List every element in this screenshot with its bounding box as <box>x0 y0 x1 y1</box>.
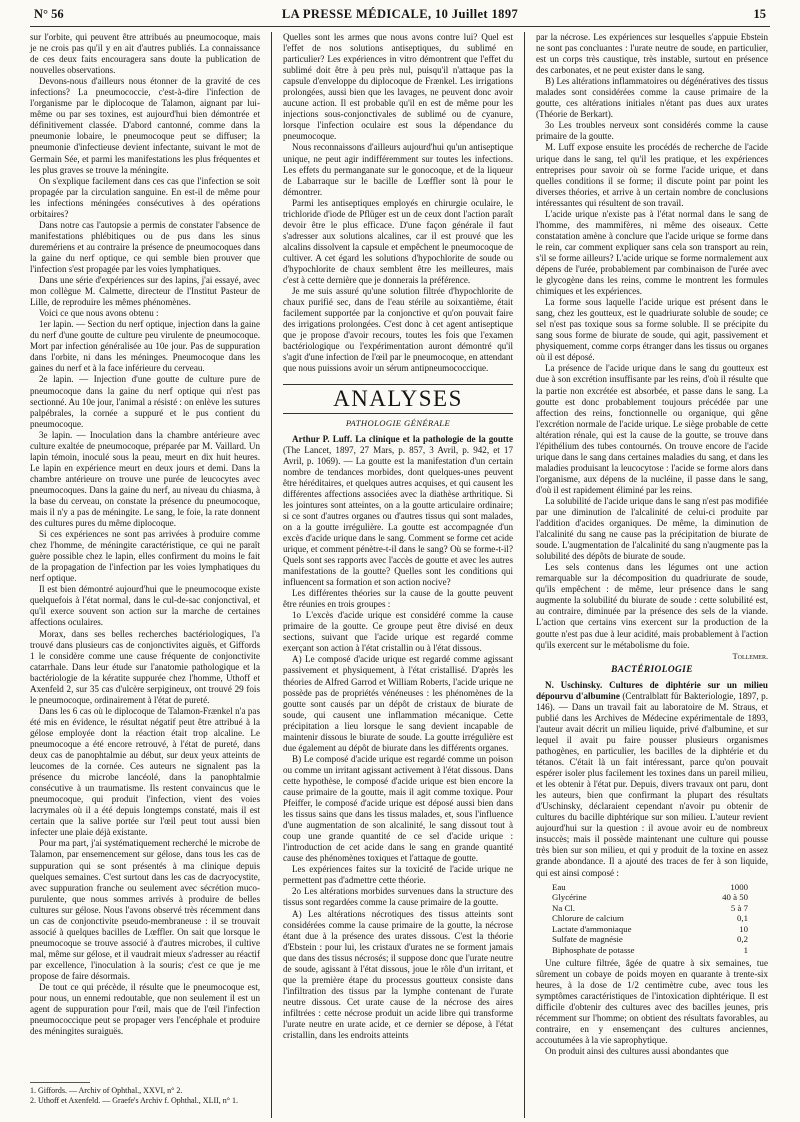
table-row: Chlorure de calcium 0,1 <box>552 913 748 924</box>
journal-title-date: LA PRESSE MÉDICALE, 10 Juillet 1897 <box>281 7 519 21</box>
page-number: 15 <box>753 7 766 21</box>
review-author: Arthur P. Luff. <box>292 433 353 444</box>
table-row: Sulfate de magnésie 0,2 <box>552 934 748 945</box>
column-rule-2 <box>524 32 525 1118</box>
paragraph: Les expériences faites sur la toxicité de l'acide urique ne permettent pas d'admettre cette théorie. <box>283 864 513 886</box>
paragraph: Parmi les antiseptiques employés en chirurgie oculaire, le trichloride d'iode de Pflüger est un de ceux dont l'action paraît devoir être le plus efficace. D'une façon générale il faut s'adresser aux solutions alcalines, car il est prouvé que les alcalins dissolvent la capsule et empêchent le pneumocoque de cultiver. A cet égard les solutions d'hypochlorite de soude ou d'hypochlorite de chaux semblent être les meilleures, mais c'est à cette dernière que je donnerais la préférence. <box>283 197 513 286</box>
paragraph: 3o Les troubles nerveux sont considérés comme la cause primaire de la goutte. <box>536 120 768 142</box>
header-rule <box>30 26 770 27</box>
paragraph: par la nécrose. Les expériences sur lesquelles s'appuie Ebstein ne sont pas concluantes : l'urate neutre de soude, en particulier, est un corps très caustique, très instable, surtout en présence des carbonates, et ne peut exister dans le sang. <box>536 32 768 76</box>
paragraph: La solubilité de l'acide urique dans le sang n'est pas modifiée par une diminution de l'alcalinité de celui-ci produite par l'addition d'acides organiques. De même, la diminution de l'alcalinité du sang ne cause pas la précipitation de biurate de soude. L'augmentation de l'alcalinité du sang n'augmente pas la solubilité des dépôts de biurate de soude. <box>536 495 768 562</box>
review-author: N. Uschinsky. <box>545 679 603 690</box>
issue-number: N° 56 <box>34 7 64 21</box>
table-row: Na Cl. 5 à 7 <box>552 902 748 913</box>
culture-medium-table <box>536 882 768 956</box>
paragraph: B) Les altérations inflammatoires ou dégénératives des tissus malades sont considérées comme la cause primaire de la goutte, ces altérations initiales n'étant pas dues aux urates (Théorie de Berkart). <box>536 76 768 120</box>
paragraph: De tout ce qui précède, il résulte que le pneumocoque est, pour nous, un ennemi redoutable, que non seulement il est un agent de suppuration pour l'œil, mais que de l'œil l'infection pneumococcique peut se propager vers l'encéphale et produire des méningites suraiguës. <box>30 982 260 1037</box>
paragraph: Dans notre cas l'autopsie a permis de constater l'absence de manifestations phlébitiques ou de pus dans les sinus duremériens et au contraire la présence de pneumocoques dans la gaine du nerf optique, ce qui semble bien prouver que l'infection s'est propagée par les voies lymphatiques. <box>30 219 260 274</box>
paragraph: M. Luff expose ensuite les procédés de recherche de l'acide urique dans le sang, tel qu'il les pratique, et les expériences entreprises pour savoir où se forme l'acide urique, et dans quelles conditions il se forme; il discute point par point les diverses théories, et arrive à un certain nombre de conclusions intéressantes qui résultent de son travail. <box>536 142 768 208</box>
paragraph: La forme sous laquelle l'acide urique est présent dans le sang, chez les goutteux, est le quadriurate soluble de soude; ce sel n'est pas toxique sous sa forme soluble. Il se précipite du sang sous forme de biurate de soude, qui agit, passivement et physiquement, comme corps étranger dans les tissus ou organes où il est déposé. <box>536 297 768 363</box>
paragraph: Les différentes théories sur la cause de la goutte peuvent être réunies en trois groupes : <box>283 588 513 610</box>
paragraph: Je me suis assuré qu'une solution filtrée d'hypochlorite de chaux purifié sec, dans de l'eau stérile au soixantième, était facilement supportée par la conjonctive et qu'on pouvait faire des irrigations prolongées. C'est donc à cet agent antiseptique que je propose d'avoir recours, toutes les fois que l'examen bactériologique ou l'expérimentation auront démontré qu'il s'agit d'une infection de l'œil par le pneumocoque, en attendant que nous puissions avoir un sérum antipneumococcique. <box>283 286 513 374</box>
signature: Tollemer. <box>732 651 768 661</box>
paragraph: B) Le composé d'acide urique est regardé comme un poison ou comme un irritant agissant activement à l'état dissous. Dans cette hypothèse, le composé d'acide urique est bien encore la cause primaire de la goutte, mais il agit comme toxique. Pour Pfeiffer, le composé d'acide urique est déposé aussi bien dans les tissus sains que dans les tissus malades, et, sous l'influence d'une augmentation de son alcalinité, le sang dissout tout à coup une grande quantité de ce sel d'acide urique : l'introduction de cet acide dans le sang en grande quantité cause des phénomènes toxiques et l'attaque de goutte. <box>283 753 513 864</box>
review-citation: (The Lancet, 1897, 27 Mars, p. 857, 3 Avril, p. 942, et 17 Avril, p. 1069). — La goutte est la manifestation d'un certain nombre de tendances morbides, dont quelques-unes peuvent être héréditaires, et quelques autres acquises, et qui causent les différentes affections associées avec la diathèse arthritique. Si les jointures sont atteintes, on a la goutte articulaire ordinaire; si ce sont d'autres organes ou d'autres tissus qui sont malades, on a la goutte irrégulière. La goutte est accompagnée d'un excès d'acide urique dans le sang. Comment se forme cet acide urique, et comment pénètre-t-il dans le sang? Où se forme-t-il? Quels sont ses rapports avec l'accès de goutte et avec les autres manifestations de la goutte? Quelles sont les conditions qui influencent sa formation et son action nocive? <box>283 444 513 588</box>
paragraph: Pour ma part, j'ai systématiquement recherché le microbe de Talamon, par ensemencement sur gélose, dans tous les cas de suppuration qui se sont présentés à ma clinique depuis quelques semaines. C'est surtout dans les cas de dacryocystite, avec suppuration franche ou seulement avec sécrétion muco-purulente, que nous sommes arrivés à produire de belles cultures sur gélose. Nous l'avons observé très récemment dans un cas de conjonctivite pseudo-membraneuse : il se trouvait associé à quelques bacilles de Lœffler. On sait que lorsque le pneumocoque se trouve associé à d'autres microbes, il cultive mal, même sur gélose, et il vaudrait mieux s'adresser au réactif par excellence, l'inoculation à la souris; c'est ce que je me propose de faire désormais. <box>30 838 260 981</box>
paragraph: On s'explique facilement dans ces cas que l'infection se soit propagée par la circulation sanguine. En est-il de même pour les infections méningées consécutives à des opérations orbitaires? <box>30 175 260 219</box>
paragraph: 1er lapin. — Section du nerf optique, injection dans la gaine du nerf d'une goutte de culture peu virulente de pneumocoque. Mort par infection généralisée au 10e jour. Pas de suppuration dans l'orbite, ni dans les méninges. Pneumocoque dans les gaines du nerf et à la face inférieure du cerveau. <box>30 319 260 374</box>
paragraph: Dans les 6 cas où le diplocoque de Talamon-Frænkel n'a pas été mis en évidence, le résultat négatif peut être attribué à la gélose employée dont la réaction était trop alcaline. Le pneumocoque a été encore retrouvé, à l'état de pureté, dans deux cas de panophtalmie au début, sur deux yeux atteints de leucomes de la cornée. Ces auteurs ne signalent pas la présence du microbe lancéolé, dans la panophtalmie consécutive à un traumatisme. Ils restent convaincus que le pneumocoque, qui produit l'infection, vient des voies lacrymales où il a été depuis longtemps constaté, mais il est certain que la salive portée sur l'œil peut tout aussi bien infecter une plaie déjà existante. <box>30 705 260 838</box>
paragraph: Une culture filtrée, âgée de quatre à six semaines, tue sûrement un cobaye de poids moyen en quarante à trente-six heures, à la dose de 1/2 centimètre cube, avec tous les symptômes caractéristiques de l'intoxication diphtérique. Il est difficile d'obtenir des cultures avec des bacilles jeunes, pris récemment sur l'homme; on obtient des résultats favorables, au contraire, en y ensemençant des cultures anciennes, accoutumées à la vie saprophytique. <box>536 958 768 1046</box>
paragraph: Devons-nous d'ailleurs nous étonner de la gravité de ces infections? La pneumococcie, c'est-à-dire l'infection de l'organisme par le diplocoque de Talamon, aignant par lui-même ou par ses toxines, est aujourd'hui bien démontrée et définitivement classée. D'abord cantonné, comme dans la pneumonie lobaire, le pneumocoque peut se diffuser; la pneumonie d'infectieuse devient infectante, suivant le mot de Germain Sée, et parmi les manifestations les plus fréquentes et les plus graves se trouve la méningite. <box>30 76 260 175</box>
paragraph: 2e lapin. — Injection d'une goutte de culture pure de pneumocoque dans la gaine du nerf optique qui n'est pas sectionné. Au 10e jour, l'animal a résisté : on enlève les sutures palpébrales, la cornée a suppuré et le pus contient du pneumocoque. <box>30 374 260 429</box>
paragraph: On produit ainsi des cultures aussi abondantes que <box>545 1046 729 1057</box>
paragraph: Voici ce que nous avons obtenu : <box>39 308 159 319</box>
rubric-bacteriologie: BACTÉRIOLOGIE <box>611 664 693 675</box>
footnote: 1. Giffords. — Archiv of Ophthal., XXVI, n° 2. <box>30 1086 183 1095</box>
paragraph: L'acide urique n'existe pas à l'état normal dans le sang de l'homme, des mammifères, ni même des oiseaux. Cette constatation amène à conclure que l'acide urique se forme dans le rein, car comment expliquer sans cela son transport au rein, s'il se forme ailleurs? L'acide urique se forme normalement aux dépens de l'urée, probablement par combinaison de l'urée avec le glycogène dans les reins, comme le montrent les formules chimiques et les expériences. <box>536 208 768 297</box>
footnote: 2. Uthoff et Axenfeld. — Graefe's Archiv f. Ophthal., XLII, n° 1. <box>30 1096 238 1105</box>
column-1 <box>30 32 260 1082</box>
footnotes <box>30 1086 260 1106</box>
table-row: Glycérine 40 à 50 <box>552 892 748 903</box>
paragraph: 2o Les altérations morbides survenues dans la structure des tissus sont regardées comme la cause primaire de la goutte. <box>283 886 513 908</box>
paragraph: Quelles sont les armes que nous avons contre lui? Quel est l'effet de nos solutions antiseptiques, du sublimé en particulier? Les expériences in vitro démontrent que l'effet du sublimé doit être à peu près nul, puisqu'il n'attaque pas la capsule d'enveloppe du diplocoque de Frænkel. Les irrigations prolongées, aussi bien que les lavages, ne peuvent donc avoir aucune action. Il est probable qu'il en est de même pour les injections sous-conjonctivales de sublimé ou de cyanure, lorsque l'infection oculaire est sous la dépendance du pneumocoque. <box>283 32 513 142</box>
review-title: La clinique et la pathologie de la goutte <box>355 433 513 444</box>
table-row: Eau 1000 <box>552 881 748 892</box>
footnote-rule <box>30 1082 90 1083</box>
column-rule-1 <box>271 32 272 1118</box>
section-heading-analyses: ANALYSES <box>283 384 513 414</box>
paragraph: Si ces expériences ne sont pas arrivées à produire comme chez l'homme, de méningite caractéristique, ce qui ne paraît guère possible chez le lapin, elles confirment du moins le fait de la propagation de l'infection par les voies lymphatiques du nerf optique. <box>30 529 260 584</box>
paragraph: Les sels contenus dans les légumes ont une action remarquable sur la décomposition du quadriurate de soude, qu'ils empêchent : de même, leur présence dans le sang augmente la solubilité du biurate de soude : cette solubilité est, au contraire, diminuée par la présence des sels de la viande. L'action que certains vins exercent sur la production de la goutte n'est pas due à leur acidité, mais probablement à l'action qu'ils exercent sur le métabolisme du foie. <box>536 562 768 650</box>
paragraph: Morax, dans ses belles recherches bactériologiques, l'a trouvé dans plusieurs cas de conjonctivites aiguës, et Giffords 1 le considère comme une cause fréquente de conjonctivite catarrhale. Dans leur étude sur l'anatomie pathologique et la bactériologie de la kératite suppurée chez l'homme, Uthoff et Axenfeld 2, sur 35 cas d'ulcère serpigineux, ont trouvé 29 fois le pneumocoque, ordinairement à l'état de pureté. <box>30 628 260 705</box>
paragraph: Nous reconnaissons d'ailleurs aujourd'hui qu'un antiseptique unique, ne peut agir indifféremment sur toutes les infections. Les effets du permanganate sur le gonocoque, et de la liqueur de Labarraque sur le bacille de Lœffler sont là pour le démontrer. <box>283 142 513 197</box>
paragraph: Dans une série d'expériences sur des lapins, j'ai essayé, avec mon collègue M. Calmette, directeur de l'Institut Pasteur de Lille, de reproduire les mêmes phénomènes. <box>30 275 260 308</box>
review-entry-uschinsky <box>536 680 768 879</box>
paragraph: Il est bien démontré aujourd'hui que le pneumocoque existe quelquefois à l'état normal, dans le cul-de-sac conjonctival, et qu'il exerce souvent son action sur la marche de certaines affections oculaires. <box>30 584 260 628</box>
paragraph: 3e lapin. — Inoculation dans la chambre antérieure avec culture exaltée de pneumocoque, préparée par M. Vaillard. Un lapin témoin, inoculé sous la peau, meurt en dix huit heures. Le lapin en expérience meurt en deux jours et demi. Dans la chambre antérieure on trouve une purée de leucocytes avec pneumocoques. Dans la gaine du nerf, au niveau du chiasma, à la base du cerveau, on constate la présence du pneumocoque, mais il n'y a pas de méningite. Le sang, le foie, la rate donnent des cultures pures du même diplocoque. <box>30 429 260 529</box>
running-head <box>34 5 766 27</box>
column-2 <box>283 32 513 1120</box>
paragraph: 1o L'excès d'acide urique est considéré comme la cause primaire de la goutte. Ce groupe peut être divisé en deux sections, suivant que l'acide urique est regardé comme exerçant son action à l'état cristallin ou à l'état dissous. <box>283 610 513 654</box>
column-3 <box>536 32 768 1120</box>
paragraph: A) Le composé d'acide urique est regardé comme agissant passivement et physiquement, à l'état cristallisé. D'après les théories de Alfred Garrod et William Roberts, l'acide urique ne possède pas de propriétés vénéneuses : les phénomènes de la goutte sont causés par un dépôt de cristaux de biurate de soude, qui causent une inflammation mécanique. Cette précipitation a lieu lorsque le sang devient incapable de maintenir dissous le biurate de soude. La goutte irrégulière est due également au dépôt de biurate dans les différents organes. <box>283 654 513 753</box>
review-title: Cultures de diphtérie sur un milieu dépourvu d'albumine <box>536 679 768 701</box>
review-citation: (Centralblatt für Bakteriologie, 1897, p. 146). — Dans un travail fait au laboratoire de M. Straus, et publié dans les Archives de Médecine expérimentale de 1893, l'auteur avait décrit un milieu liquide, privé d'albumine, et sur lequel il avait pu faire pousser plusieurs organismes pathogènes, en particulier, les bacilles de la diphtérie et du tétanos. C'était là un fait intéressant, parce qu'on pouvait espérer isoler plus facilement les toxines dans un pareil milieu, et les obtenir à l'état pur. Depuis, divers travaux ont paru, dont les auteurs, bien que confirmant la plupart des résultats d'Uschinsky, déclaraient cependant n'avoir pu obtenir de cultures du bacille diphtérique sur son milieu. L'auteur revient aujourd'hui sur la question : il avoue avoir eu de nombreux insuccès; mais il possède maintenant une culture qui pousse très bien sur son milieu, et qui y produit de la toxine en assez grande abondance. Il a ajouté des traces de fer à son liquide, qui est ainsi composé : <box>536 690 768 878</box>
rubric-pathologie-generale: PATHOLOGIE GÉNÉRALE <box>345 418 451 429</box>
paragraph: sur l'orbite, qui peuvent être attribués au pneumocoque, mais je ne crois pas qu'il y en ait d'autres publiés. La connaissance de ces deux faits encouragera sans doute la publication de nouvelles observations. <box>30 32 260 76</box>
review-entry-luff <box>283 434 513 589</box>
paragraph: A) Les altérations nécrotiques des tissus atteints sont considérées comme la cause primaire de la goutte, la nécrose étant due à la présence des urates dissous. C'est la théorie d'Ebstein : pour lui, les cristaux d'urates ne se forment jamais que dans des tissus nécrosés; il suppose donc que l'urate neutre de soude, agissant à l'état dissous, joue le rôle d'un irritant, et que la première étape du processus goutteux consiste dans l'infiltration des tissus par la lymphe contenant de l'urate neutre dissous. Cet urate cause de la nécrose des aires infiltrées : cette nécrose produit un acide libre qui transforme l'urate neutre en urate acide, et ce dernier se dépose, à l'état cristallin, dans les endroits atteints <box>283 908 513 1041</box>
paragraph: La présence de l'acide urique dans le sang du goutteux est due à son excrétion insuffisante par les reins, d'où il résulte que la partie non excrétée est absorbée, et passe dans le sang. La goutte est donc probablement toujours précédée par une affection des reins, fonctionnelle ou organique, qui gêne l'excrétion normale de l'acide urique. Le siège probable de cette altération rénale, qui est la cause de la goutte, se trouve dans l'épithélium des tubes contournés. On trouve encore de l'acide urique dans le sang dans certaines maladies du sang, et dans les maladies produisant la leucocytose : l'acide se forme alors dans l'organisme, aux dépens de la nucléine, il passe dans le sang, d'où il est rapidement éliminé par les reins. <box>536 363 768 495</box>
table-row: Lactate d'ammoniaque 10 <box>552 923 748 934</box>
table-row: Biphosphate de potasse 1 <box>552 944 748 955</box>
